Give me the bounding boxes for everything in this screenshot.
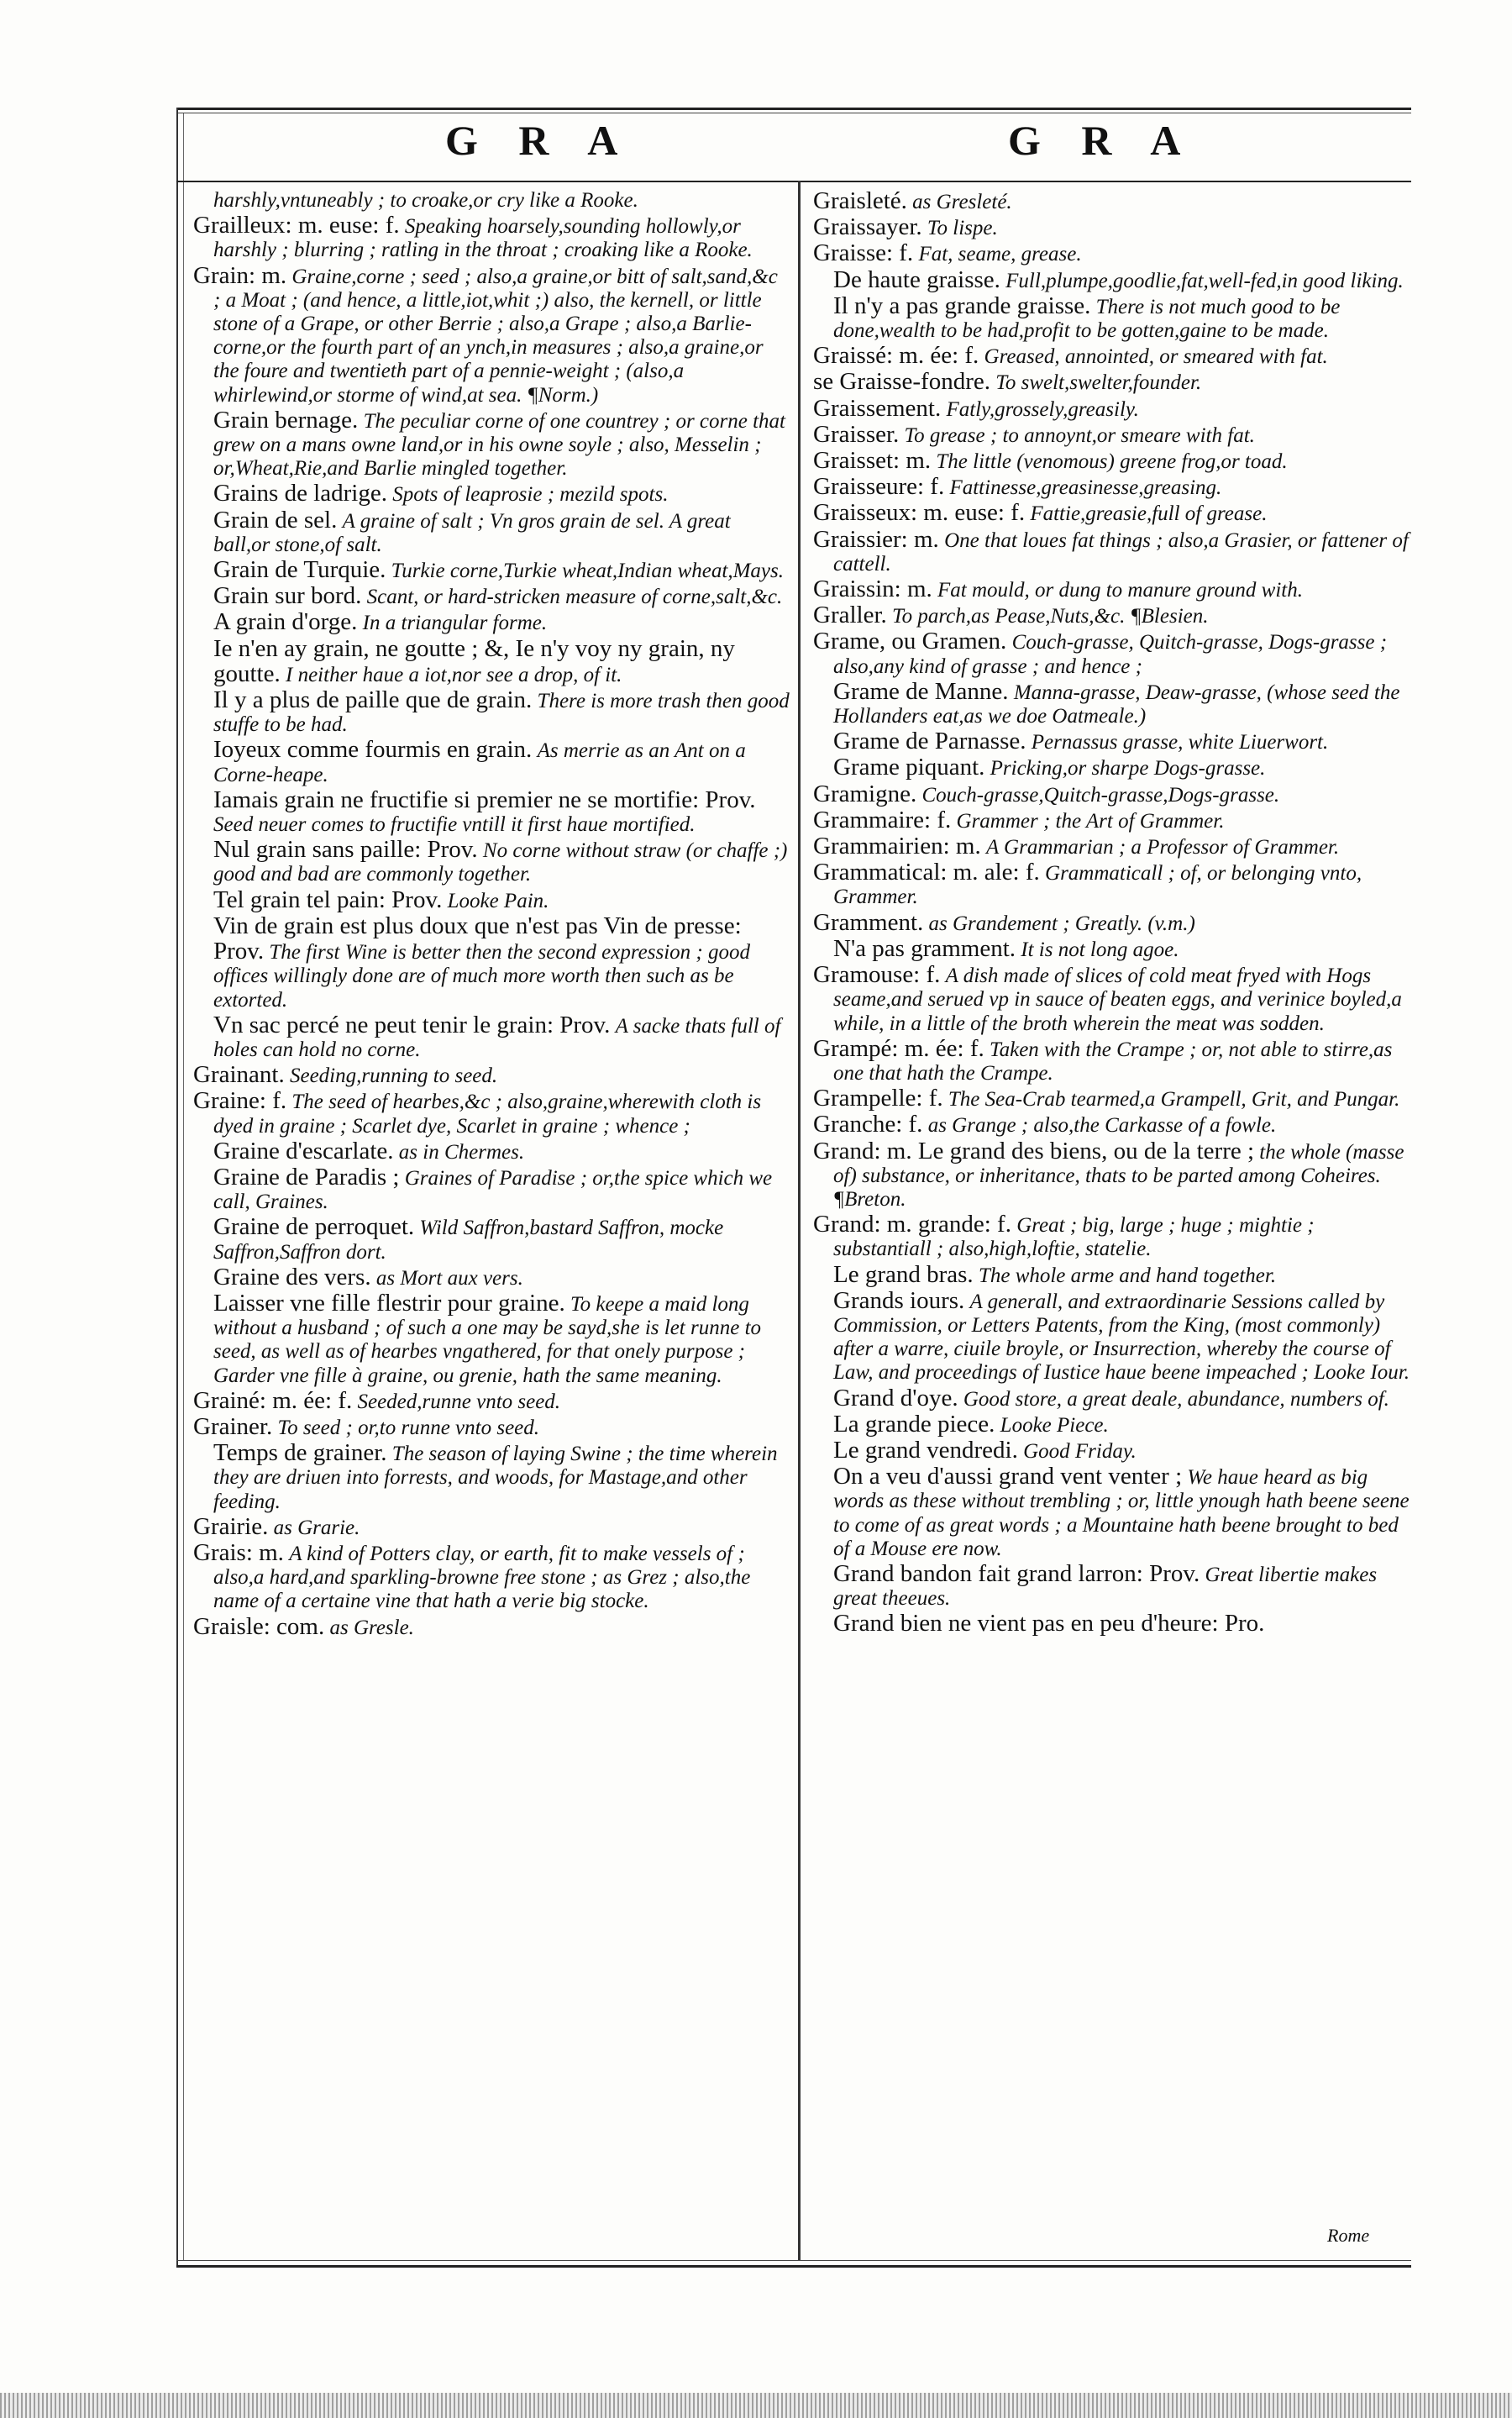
entry-headword: Grainant.: [193, 1061, 285, 1089]
dictionary-entry: [813, 1212, 1410, 1261]
entry-headword: Grand bandon fait grand larron: Prov.: [833, 1559, 1200, 1587]
entry-headword: Il y a plus de paille que de grain.: [213, 686, 533, 714]
dictionary-entry: [813, 1464, 1410, 1561]
entry-definition: The peculiar corne of one countrey ; or corne that grew on a mans owne land,or in his owne soyle ; also, Messelin ; or,Wheat,Rie,and Barlie mingled together.: [213, 409, 785, 481]
entry-definition: Graine,corne ; seed ; also,a graine,or bitt of salt,sand,&c ; a Moat ; (and hence, a little,iot,whit ;) also, the kernell, or little stone of a Grape, or other Berrie ; also,a Grape ; also,a Barlie-corne,or the fourth part of an ynch,in measures ; also,a graine,or the foure and twentieth part of a pennie-weight ; (also,a whirlewind,or storme of wind,at sea. ¶Norm.): [213, 265, 778, 407]
dictionary-entry: [813, 501, 1410, 526]
entry-headword: Grame de Manne.: [833, 677, 1009, 705]
dictionary-entry: [193, 688, 790, 737]
entry-headword: Vn sac percé ne peut tenir le grain: Prov.: [213, 1011, 611, 1038]
entry-headword: Graine de Paradis ;: [213, 1163, 400, 1191]
entry-definition: The season of laying Swine ; the time wherein they are driuen into forrests, and woods, for Mastage,and other feeding.: [213, 1443, 778, 1513]
dictionary-entry: [813, 729, 1410, 754]
dictionary-entry: [813, 860, 1410, 909]
entry-definition: Spots of leaprosie ; mezild spots.: [392, 483, 669, 507]
entry-headword: Grain bernage.: [213, 406, 359, 434]
dictionary-entry: [813, 908, 1410, 936]
entry-headword: Vin de grain est plus doux que n'est pas Vin de presse: Prov.: [213, 912, 742, 965]
entry-definition: In a triangular forme.: [362, 612, 548, 635]
entry-definition: We haue heard as big words as these without trembling ; or, little ynough hath beene seene to come of as great words ; a Mountaine hath beene brought to bed of a Mouse ere now.: [833, 1466, 1410, 1560]
dictionary-entry: [193, 1538, 790, 1614]
entry-headword: Grammairien: m.: [813, 833, 981, 860]
bottom-rule: [176, 2265, 1411, 2268]
entry-headword: Temps de grainer.: [213, 1439, 387, 1467]
dictionary-entry: [813, 1438, 1410, 1464]
entry-headword: Graller.: [813, 602, 887, 629]
left-frame-rule: [176, 108, 178, 2267]
entry-definition: A graine of salt ; Vn gros grain de sel. A great ball,or stone,of salt.: [213, 509, 731, 556]
entry-headword: Grainer.: [193, 1412, 273, 1440]
dictionary-entry: [813, 1611, 1410, 1637]
entry-headword: Grampelle: f.: [813, 1085, 943, 1112]
left-frame-rule-inner: [183, 113, 184, 2260]
dictionary-entry: [193, 1512, 790, 1540]
dictionary-entry: [813, 189, 1410, 214]
dictionary-entry: [193, 481, 790, 507]
entry-definition: as Grange ; also,the Carkasse of a fowle.: [927, 1114, 1277, 1138]
entry-definition: There is not much good to be done,wealth to be had,profit to be gotten,gaine to be made.: [833, 295, 1341, 343]
entry-definition: Speaking hoarsely,sounding hollowly,or harshly ; blurring ; ratling in the throat ; croaking like a Rooke.: [213, 215, 753, 262]
dictionary-entry: [813, 1086, 1410, 1112]
entry-headword: Le grand bras.: [833, 1260, 974, 1288]
entry-definition: A Grammarian ; a Professor of Grammer.: [985, 836, 1340, 859]
entry-headword: Grands iours.: [833, 1286, 965, 1314]
dictionary-entry: [813, 449, 1410, 474]
entry-definition: Manna-grasse, Deaw-grasse, (whose seed the Hollanders eat,as we doe Oatmeale.): [833, 681, 1400, 728]
entry-definition: as Gresleté.: [912, 191, 1012, 213]
entry-headword: Graisser.: [813, 420, 900, 448]
entry-definition: It is not long agoe.: [1021, 938, 1179, 961]
entry-headword: Gramouse: f.: [813, 961, 941, 989]
entry-definition: the whole (masse of) substance, or inheritance, thats to be parted among Coheires. ¶Breton.: [833, 1140, 1404, 1211]
entry-headword: Grand: m. Le grand des biens, ou de la terre ;: [813, 1137, 1255, 1164]
entry-headword: Graisseux: m. euse: f.: [813, 499, 1026, 527]
entry-definition: To keepe a maid long without a husband ; of such a one may be sayd,she is let runne to seed, as well as of hearbes vngathered, for that onely purpose ; Garder vne fille à graine, ou grenie, hath the same meaning.: [213, 1292, 762, 1387]
dictionary-entry: [193, 261, 790, 407]
entry-definition: Taken with the Crampe ; or, not able to stirre,as one that hath the Crampe.: [833, 1038, 1393, 1085]
entry-definition: Grammaticall ; of, or belonging vnto, Grammer.: [833, 862, 1362, 909]
dictionary-entry: [813, 394, 1410, 422]
dictionary-entry: [813, 370, 1410, 395]
dictionary-entry: [193, 838, 790, 886]
dictionary-entry: [813, 577, 1410, 602]
entry-definition: A kind of Potters clay, or earth, fit to make vessels of ; also,a hard,and sparkling-browne free stone ; as Grez ; also,the name of a certaine vine that hath a verie big stocke.: [213, 1542, 751, 1613]
dictionary-entry: [193, 1165, 790, 1214]
entry-headword: Graisse: f.: [813, 239, 914, 267]
dictionary-entry: [193, 1013, 790, 1062]
entry-headword: Graisle: com.: [193, 1612, 325, 1640]
entry-definition: as Mort aux vers.: [375, 1266, 523, 1290]
dictionary-entry: [813, 808, 1410, 833]
dictionary-entry: [193, 508, 790, 557]
entry-definition: Looke Pain.: [447, 889, 549, 912]
entry-definition: Couch-grasse,Quitch-grasse,Dogs-grasse.: [921, 783, 1280, 807]
dictionary-entry: [813, 420, 1410, 448]
entry-headword: Graine: f.: [193, 1087, 287, 1115]
entry-definition: as Gresle.: [329, 1616, 414, 1639]
dictionary-entry: [813, 963, 1410, 1036]
dictionary-entry: [813, 629, 1410, 678]
dictionary-entry: [813, 241, 1410, 266]
dictionary-entry: [193, 788, 790, 837]
dictionary-entry: [193, 1412, 790, 1440]
entry-headword: Iamais grain ne fructifie si premier ne se mortifie: Prov.: [213, 786, 756, 813]
running-head-left: G R A: [445, 117, 633, 164]
dictionary-entry: [193, 558, 790, 583]
dictionary-entry: [813, 1286, 1410, 1385]
entry-headword: Granche: f.: [813, 1111, 923, 1138]
entry-definition: as Grandement ; Greatly. (v.m.): [928, 912, 1195, 935]
entry-definition: To swelt,swelter,founder.: [995, 371, 1202, 395]
dictionary-entry: [813, 934, 1410, 962]
entry-headword: On a veu d'aussi grand vent venter ;: [833, 1463, 1183, 1490]
entry-definition: To seed ; or,to runne vnto seed.: [277, 1416, 540, 1439]
entry-definition: Couch-grasse, Quitch-grasse, Dogs-grasse ; also,any kind of grasse ; and hence ;: [833, 631, 1388, 678]
entry-headword: La grande piece.: [833, 1410, 995, 1438]
entry-definition: The little (venomous) greene frog,or toad.: [936, 450, 1288, 474]
entry-definition: Good Friday.: [1023, 1439, 1137, 1463]
entry-definition: Seeded,runne vnto seed.: [357, 1390, 561, 1413]
dictionary-entry: [813, 755, 1410, 781]
dictionary-entry: [813, 215, 1410, 240]
entry-headword: Gramigne.: [813, 780, 917, 807]
entry-headword: Tel grain tel pain: Prov.: [213, 886, 443, 913]
entry-definition: One that loues fat things ; also,a Grasier, or fattener of cattell.: [833, 528, 1409, 576]
dictionary-entry: [813, 525, 1410, 576]
dictionary-entry: [193, 738, 790, 786]
dictionary-entry: [193, 1386, 790, 1414]
entry-headword: Grains de ladrige.: [213, 480, 387, 507]
dictionary-entry: [193, 888, 790, 913]
dictionary-entry: [813, 1559, 1410, 1611]
entry-definition: Greased, annointed, or smeared with fat.: [984, 345, 1328, 369]
entry-definition: Fatly,grossely,greasily.: [946, 397, 1139, 421]
entry-headword: Laisser vne fille flestrir pour graine.: [213, 1289, 565, 1317]
dictionary-entry: [193, 914, 790, 1012]
dictionary-entry: [193, 1291, 790, 1388]
entry-headword: Graissin: m.: [813, 576, 932, 603]
dictionary-entry: [193, 1089, 790, 1138]
dictionary-entry: [813, 1386, 1410, 1411]
dictionary-entry: [193, 213, 790, 262]
entry-headword: Graissier: m.: [813, 525, 939, 553]
entry-headword: De haute graisse.: [833, 265, 1000, 293]
entry-headword: N'a pas gramment.: [833, 934, 1016, 962]
entry-definition: The first Wine is better then the second expression ; good offices willingly done are of much more worth then such as be extorted.: [213, 941, 751, 1012]
entry-definition: The seed of hearbes,&c ; also,graine,wherewith cloth is dyed in graine ; Scarlet dye, Scarlet in graine ; whence ;: [213, 1091, 762, 1138]
dictionary-entry: [193, 584, 790, 609]
dictionary-entry: [813, 603, 1410, 628]
entry-definition: I neither haue a iot,nor see a drop, of it.: [286, 663, 622, 686]
dictionary-entry: [813, 834, 1410, 859]
entry-headword: Grame, ou Gramen.: [813, 628, 1007, 655]
entry-headword: Grame piquant.: [833, 754, 985, 781]
entry-headword: Grailleux: m. euse: f.: [193, 212, 400, 239]
dictionary-entry: [813, 265, 1410, 293]
entry-headword: Grain sur bord.: [213, 582, 362, 610]
entry-headword: Graissé: m. ée: f.: [813, 342, 979, 370]
entry-headword: Grain de Turquie.: [213, 556, 386, 584]
entry-definition: Scant, or hard-stricken measure of corne,salt,&c.: [366, 586, 783, 609]
entry-definition: Fat, seame, grease.: [918, 243, 1082, 266]
entry-definition: The whole arme and hand together.: [978, 1264, 1277, 1287]
dictionary-entry: [813, 1112, 1410, 1138]
entry-definition: A sacke thats full of holes can hold no corne.: [213, 1014, 781, 1061]
dictionary-entry: [193, 610, 790, 635]
dictionary-entry: [193, 189, 790, 213]
entry-definition: Great libertie makes great theeues.: [833, 1563, 1378, 1611]
entry-definition: Great ; big, large ; huge ; mightie ; substantiall ; also,high,loftie, statelie.: [833, 1214, 1315, 1261]
entry-definition: Fattinesse,greasinesse,greasing.: [949, 476, 1222, 500]
entry-headword: Graine de perroquet.: [213, 1213, 415, 1241]
entry-definition: The Sea-Crab tearmed,a Grampell, Grit, and Pungar.: [948, 1088, 1400, 1112]
entry-headword: Graine des vers.: [213, 1263, 371, 1290]
entry-definition: Good store, a great deale, abundance, numbers of.: [963, 1387, 1389, 1411]
entry-headword: Graisleté.: [813, 187, 907, 214]
dictionary-entry: [193, 634, 790, 687]
entry-headword: Ie n'en ay grain, ne goutte ; &, Ie n'y voy ny grain, ny goutte.: [213, 634, 735, 687]
entry-definition: There is more trash then good stuffe to be had.: [213, 690, 790, 737]
entry-definition: Pricking,or sharpe Dogs-grasse.: [990, 757, 1266, 781]
entry-headword: Grand bien ne vient pas en peu d'heure: Pro.: [833, 1610, 1265, 1637]
dictionary-entry: [813, 782, 1410, 807]
entry-definition: Wild Saffron,bastard Saffron, mocke Saffron,Saffron dort.: [213, 1217, 724, 1264]
entry-definition: A dish made of slices of cold meat fryed with Hogs seame,and serued vp in sauce of beaten eggs, and verinice boyled,a while, in a little of the broth wherein the meat was sodden.: [833, 965, 1402, 1035]
dictionary-entry: [813, 1412, 1410, 1438]
entry-definition: A generall, and extraordinarie Sessions called by Commission, or Letters Patents, from the King, (most commonly) after a warre, ciuile broyle, or Insurrection, whereby the course of Law, and proceedings of Iustice haue beene impeached ; Looke Iour.: [833, 1290, 1410, 1385]
dictionary-entry: [813, 1034, 1410, 1085]
entry-headword: Il n'y a pas grande graisse.: [833, 292, 1091, 319]
entry-headword: Grain: m.: [193, 261, 287, 289]
entry-headword: Nul grain sans paille: Prov.: [213, 836, 478, 864]
entry-headword: Grame de Parnasse.: [833, 728, 1026, 755]
entry-headword: Graine d'escarlate.: [213, 1137, 394, 1164]
entry-headword: Graisset: m.: [813, 447, 932, 475]
dictionary-entry: [813, 1260, 1410, 1288]
entry-headword: Le grand vendredi.: [833, 1436, 1018, 1464]
dictionary-entry: [193, 1441, 790, 1514]
entry-definition: No corne without straw (or chaffe ;) good and bad are commonly together.: [213, 839, 788, 886]
entry-definition: Seeding,running to seed.: [289, 1064, 498, 1088]
entry-headword: Grand d'oye.: [833, 1384, 958, 1411]
dictionary-entry: [193, 408, 790, 481]
entry-headword: Ioyeux comme fourmis en grain.: [213, 736, 533, 764]
entry-definition: Grammer ; the Art of Grammer.: [956, 809, 1225, 833]
entry-definition: Turkie corne,Turkie wheat,Indian wheat,Mays.: [391, 560, 784, 583]
entry-definition: Seed neuer comes to fructifie vntill it first haue mortified.: [213, 813, 696, 837]
dictionary-entry: [813, 1139, 1410, 1212]
dictionary-entry: [193, 1215, 790, 1264]
entry-headword: Grain de sel.: [213, 506, 338, 534]
entry-headword: Grainé: m. ée: f.: [193, 1386, 353, 1414]
entry-headword: se Graisse-fondre.: [813, 368, 990, 396]
entry-definition: Looke Piece.: [1000, 1413, 1109, 1437]
entry-definition: as Grarie.: [273, 1516, 360, 1539]
dictionary-entry: [813, 475, 1410, 500]
scan-edge-stripe: [0, 2393, 1512, 2418]
bottom-rule-thin: [176, 2260, 1411, 2261]
entry-definition: Fat mould, or dung to manure ground with.: [937, 579, 1303, 602]
dictionary-entry: [193, 1139, 790, 1164]
entry-headword: Grampé: m. ée: f.: [813, 1034, 984, 1062]
entry-definition: Graines of Paradise ; or,the spice which we call, Graines.: [213, 1166, 773, 1214]
entry-headword: Graisseure: f.: [813, 473, 945, 501]
entry-headword: Grammaire: f.: [813, 806, 952, 833]
catchword: Rome: [1327, 2225, 1370, 2246]
dictionary-entry: [813, 344, 1410, 369]
dictionary-entry: [813, 294, 1410, 343]
entry-definition: As merrie as an Ant on a Corne-heape.: [213, 739, 746, 786]
entry-headword: Graissement.: [813, 394, 942, 422]
running-head-right: G R A: [1008, 117, 1196, 164]
dictionary-entry: [193, 1265, 790, 1290]
entry-definition: as in Chermes.: [398, 1140, 525, 1164]
dictionary-entry: [813, 677, 1410, 728]
entry-headword: Grammatical: m. ale: f.: [813, 859, 1040, 886]
right-column: [813, 189, 1410, 1638]
entry-headword: A grain d'orge.: [213, 608, 358, 636]
entry-definition: Fattie,greasie,full of grease.: [1030, 502, 1268, 526]
entry-definition: harshly,vntuneably ; to croake,or cry like a Rooke.: [213, 189, 638, 212]
top-rule: [176, 108, 1411, 110]
entry-definition: To grease ; to annoynt,or smeare with fat.: [904, 423, 1255, 447]
dictionary-entry: [193, 1063, 790, 1088]
entry-definition: Pernassus grasse, white Liuerwort.: [1031, 731, 1329, 754]
entry-definition: Full,plumpe,goodlie,fat,well-fed,in good liking.: [1005, 269, 1404, 292]
left-column: [193, 189, 790, 1641]
entry-definition: To parch,as Pease,Nuts,&c. ¶Blesien.: [892, 605, 1209, 628]
dictionary-entry: [193, 1612, 790, 1640]
entry-headword: Gramment.: [813, 908, 924, 936]
entry-definition: To lispe.: [927, 217, 998, 240]
header-rule: [176, 181, 1411, 182]
entry-headword: Grais: m.: [193, 1538, 284, 1566]
entry-headword: Graissayer.: [813, 213, 922, 241]
entry-headword: Grairie.: [193, 1512, 269, 1540]
entry-headword: Grand: m. grande: f.: [813, 1211, 1011, 1238]
column-divider: [798, 181, 801, 2260]
